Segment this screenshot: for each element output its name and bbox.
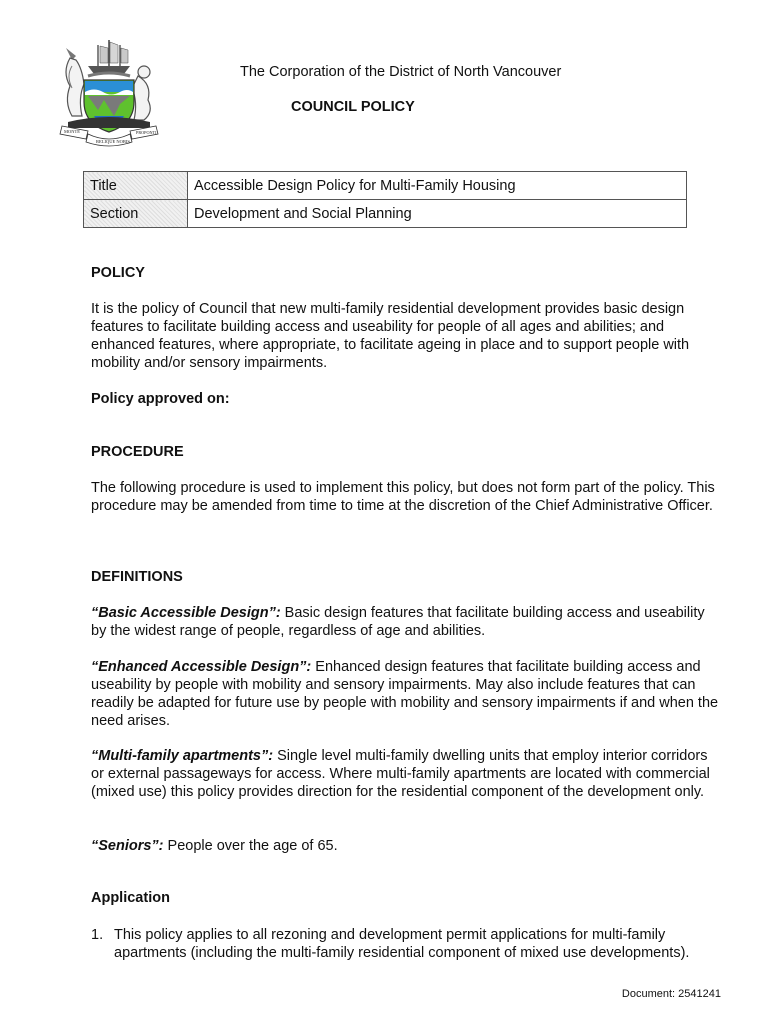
definition-term: “Multi-family apartments”: <box>91 748 274 764</box>
ship-icon <box>88 40 130 74</box>
meta-label-title: Title <box>84 172 188 200</box>
policy-heading: POLICY <box>91 265 145 281</box>
meta-label-section: Section <box>84 200 188 228</box>
meta-value-title: Accessible Design Policy for Multi-Family Housing <box>188 172 687 200</box>
procedure-heading: PROCEDURE <box>91 444 184 460</box>
meta-value-section: Development and Social Planning <box>188 200 687 228</box>
definitions-heading: DEFINITIONS <box>91 569 183 585</box>
bear-supporter-icon <box>132 66 150 120</box>
policy-approved-label: Policy approved on: <box>91 391 230 407</box>
list-item-text: This policy applies to all rezoning and development permit applications for multi-family apartments (including the multi-family residential component of mixed use developments). <box>114 927 690 961</box>
definition-term: “Seniors”: <box>91 838 164 854</box>
organization-name: The Corporation of the District of North Vancouver <box>240 64 562 80</box>
table-row <box>84 200 687 228</box>
procedure-text: The following procedure is used to implement this policy, but does not form part of the policy. This procedure may be amended from time to time at the discretion of the Chief Administrative Officer. <box>91 480 715 514</box>
definition-text: People over the age of 65. <box>163 838 338 854</box>
svg-text:MONTE: MONTE <box>64 129 80 134</box>
application-heading: Application <box>91 890 170 906</box>
definition-term: “Enhanced Accessible Design”: <box>91 659 312 675</box>
list-item-number: 1. <box>91 927 104 943</box>
svg-text:PROPONTI: PROPONTI <box>136 130 157 135</box>
definition-item <box>91 747 719 801</box>
policy-text: It is the policy of Council that new multi-family residential development provides basic design features to facilitate building access and useability for people of all ages and abilities; and enhanced features, where appropriate, to facilitate ageing in place and to support people with mobility and/or sensory impairments. <box>91 301 690 371</box>
district-crest-logo <box>58 36 160 148</box>
definition-item <box>91 837 719 855</box>
definition-item <box>91 604 719 640</box>
svg-text:RELIQUE NOBIS: RELIQUE NOBIS <box>96 139 130 144</box>
definition-term: “Basic Accessible Design”: <box>91 605 281 621</box>
list-item <box>91 926 719 962</box>
eagle-supporter-icon <box>66 48 84 116</box>
policy-meta-table <box>83 171 687 228</box>
definition-item <box>91 658 719 730</box>
definition-text: Single level multi-family dwelling units that employ interior corridors or external passageways for access. Where multi-family apartments are located with commercial (mixed use) this policy provides direction for the residential component of the development only. <box>91 748 710 800</box>
doc-type-heading: COUNCIL POLICY <box>291 99 415 115</box>
definition-text: Enhanced design features that facilitate building access and useability by people with mobility and sensory impairments. May also include features that can readily be adapted for future use by people with mobility and sensory impairments if and when the need arises. <box>91 659 719 729</box>
document-number: Document: 2541241 <box>621 988 721 1000</box>
definition-text: Basic design features that facilitate building access and useability by the widest range of people, regardless of age and abilities. <box>91 605 705 639</box>
table-row <box>84 172 687 200</box>
